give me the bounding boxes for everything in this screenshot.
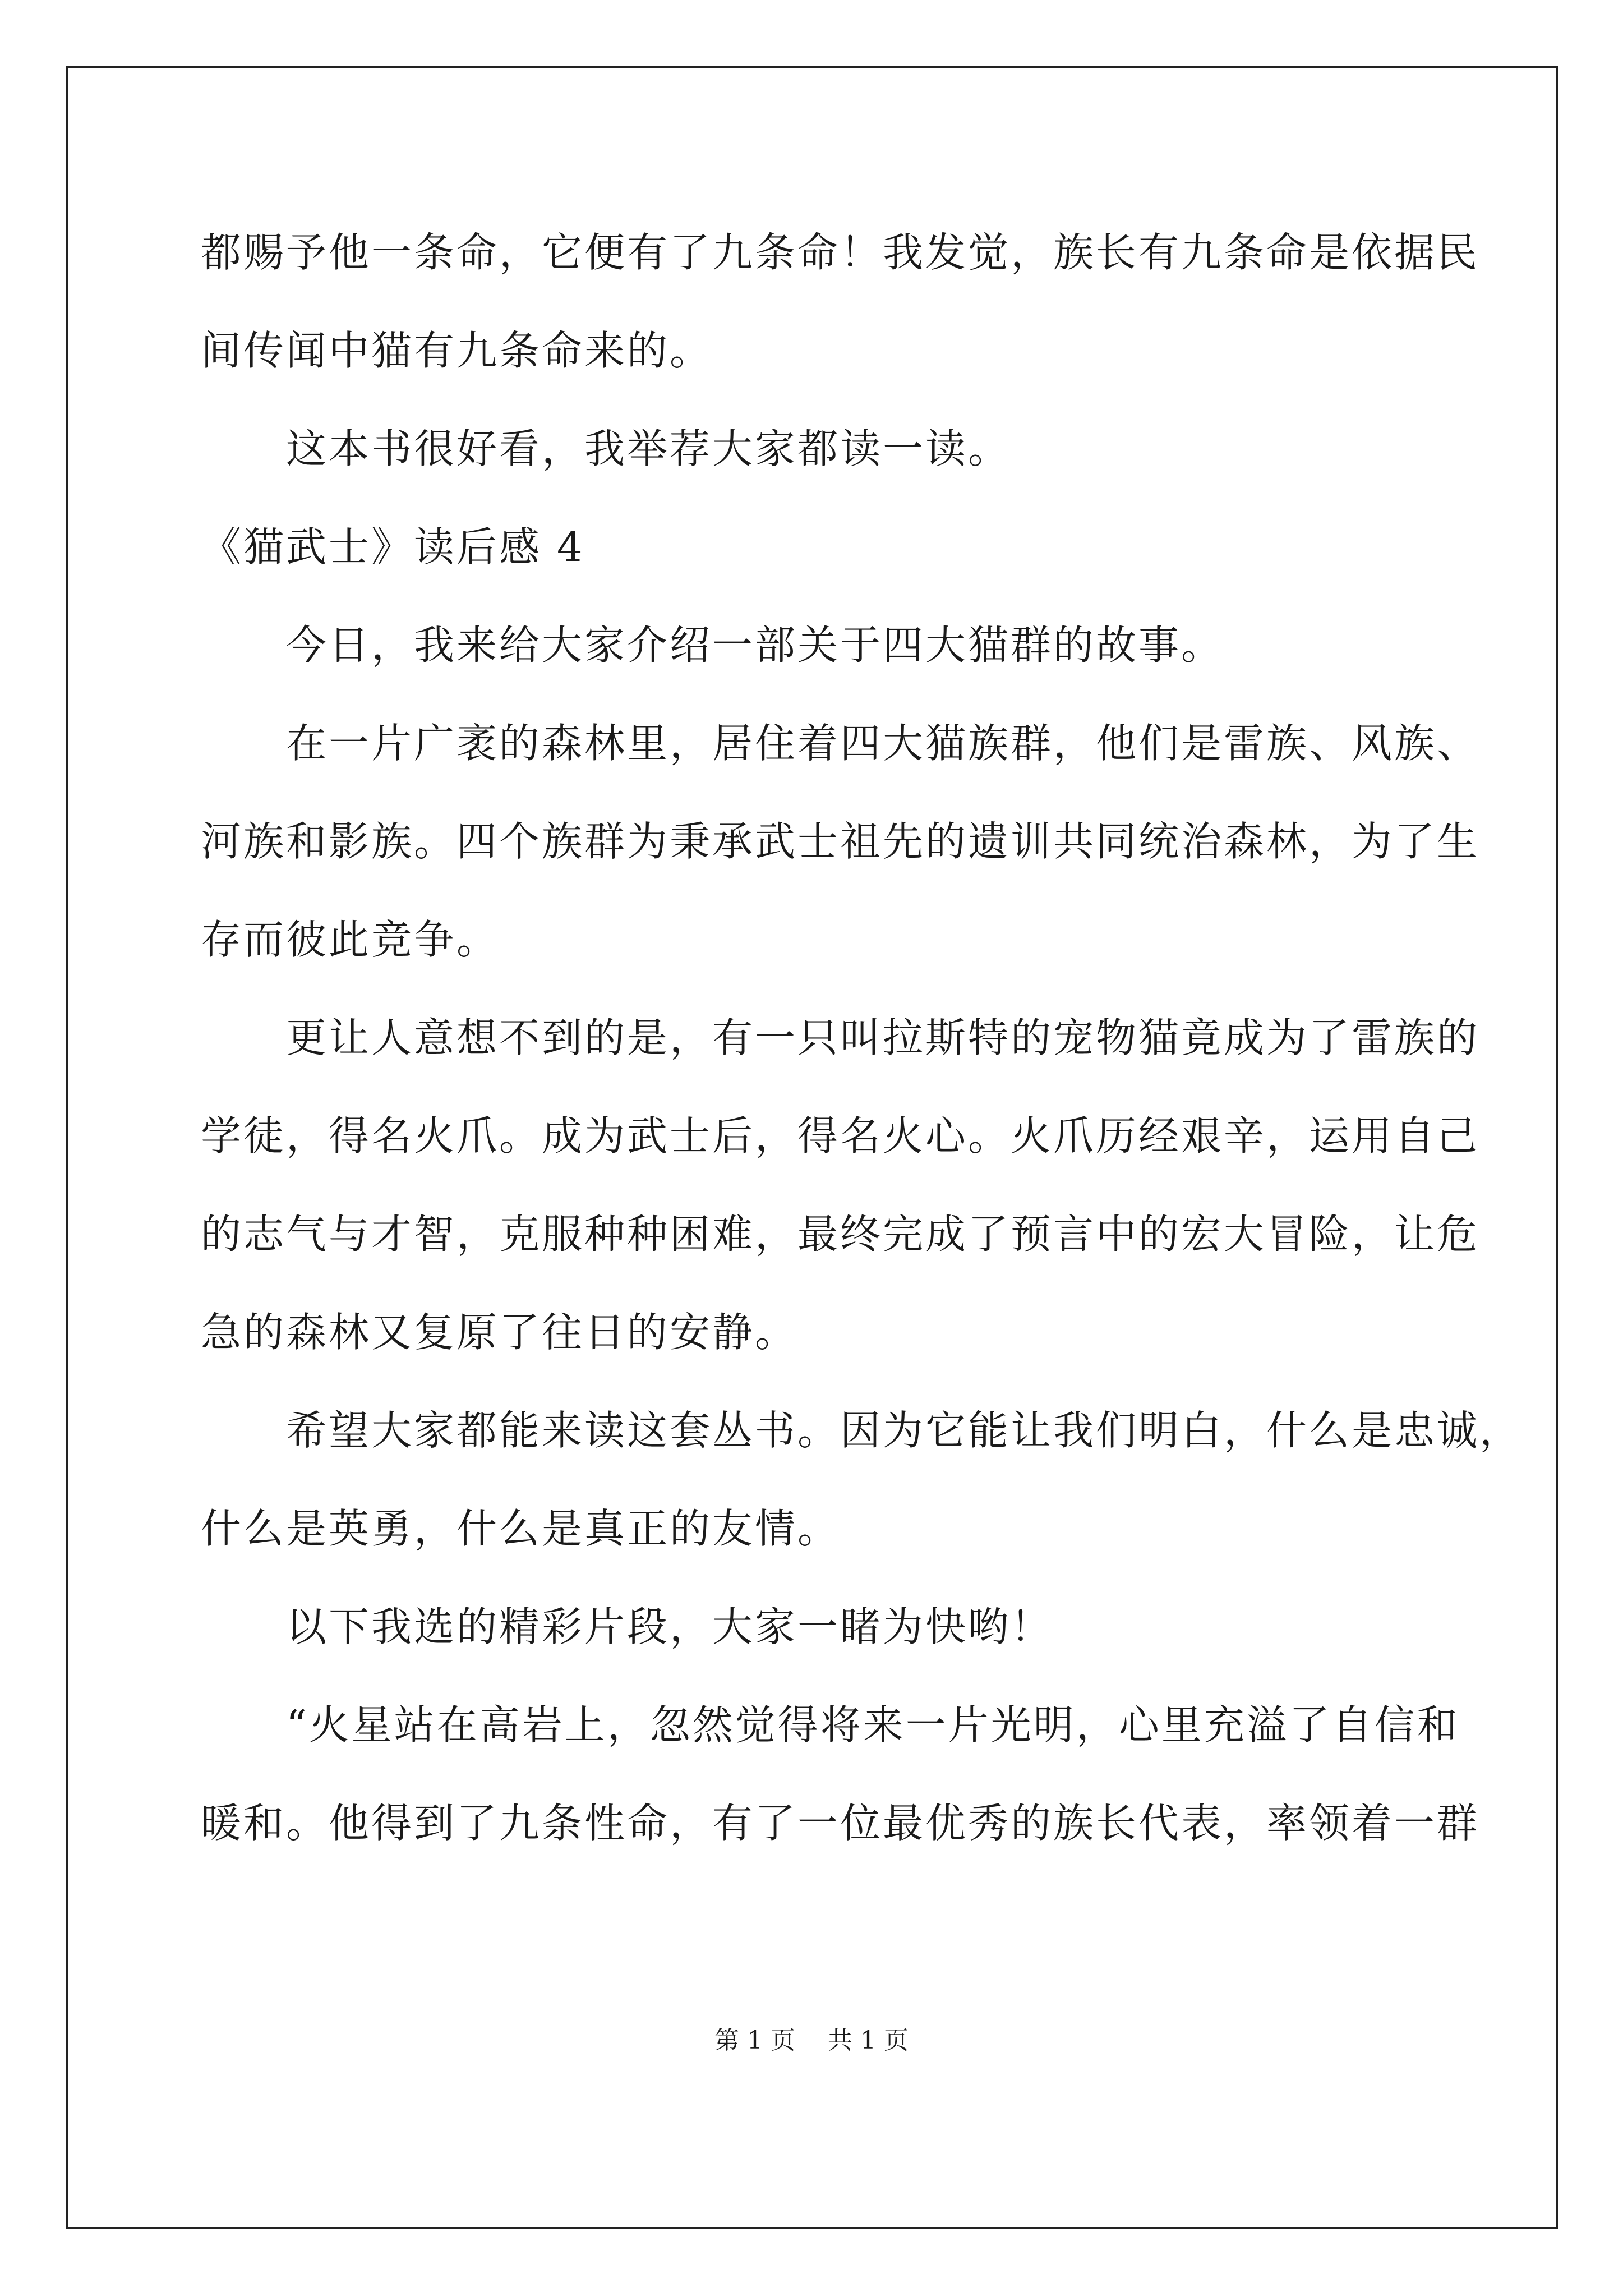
text-line: 暖和。他得到了九条性命，有了一位最优秀的族长代表，率领着一群 <box>201 1800 1480 1847</box>
text-line: 急的森林又复原了往日的安静。 <box>201 1309 798 1356</box>
text-line: 这本书很好看，我举荐大家都读一读。 <box>201 425 1011 472</box>
text-line: 间传闻中猫有九条命来的。 <box>201 327 713 374</box>
text-line: 的志气与才智，克服种种困难，最终完成了预言中的宏大冒险，让危 <box>201 1211 1480 1258</box>
section-heading: 《猫武士》读后感 4 <box>201 523 585 570</box>
text-line: 以下我选的精彩片段，大家一睹为快哟！ <box>201 1603 1054 1650</box>
text-line: 希望大家都能来读这套丛书。因为它能让我们明白，什么是忠诚， <box>201 1407 1523 1454</box>
text-line: 更让人意想不到的是，有一只叫拉斯特的宠物猫竟成为了雷族的 <box>201 1014 1480 1061</box>
page-footer: 第 1 页 共 1 页 <box>714 2026 909 2055</box>
text-line: 今日，我来给大家介绍一部关于四大猫群的故事。 <box>201 622 1224 669</box>
text-line: 什么是英勇，什么是真正的友情。 <box>201 1505 841 1552</box>
text-line: 在一片广袤的森林里，居住着四大猫族群，他们是雷族、风族、 <box>201 720 1480 767</box>
text-line: 河族和影族。四个族群为秉承武士祖先的遗训共同统治森林，为了生 <box>201 818 1480 865</box>
text-line: 都赐予他一条命，它便有了九条命！我发觉，族长有九条命是依据民 <box>201 229 1480 276</box>
text-line: 存而彼此竞争。 <box>201 916 500 963</box>
text-line: “火星站在高岩上，忽然觉得将来一片光明，心里充溢了自信和 <box>201 1701 1460 1749</box>
text-line: 学徒，得名火爪。成为武士后，得名火心。火爪历经艰辛，运用自己 <box>201 1112 1480 1159</box>
